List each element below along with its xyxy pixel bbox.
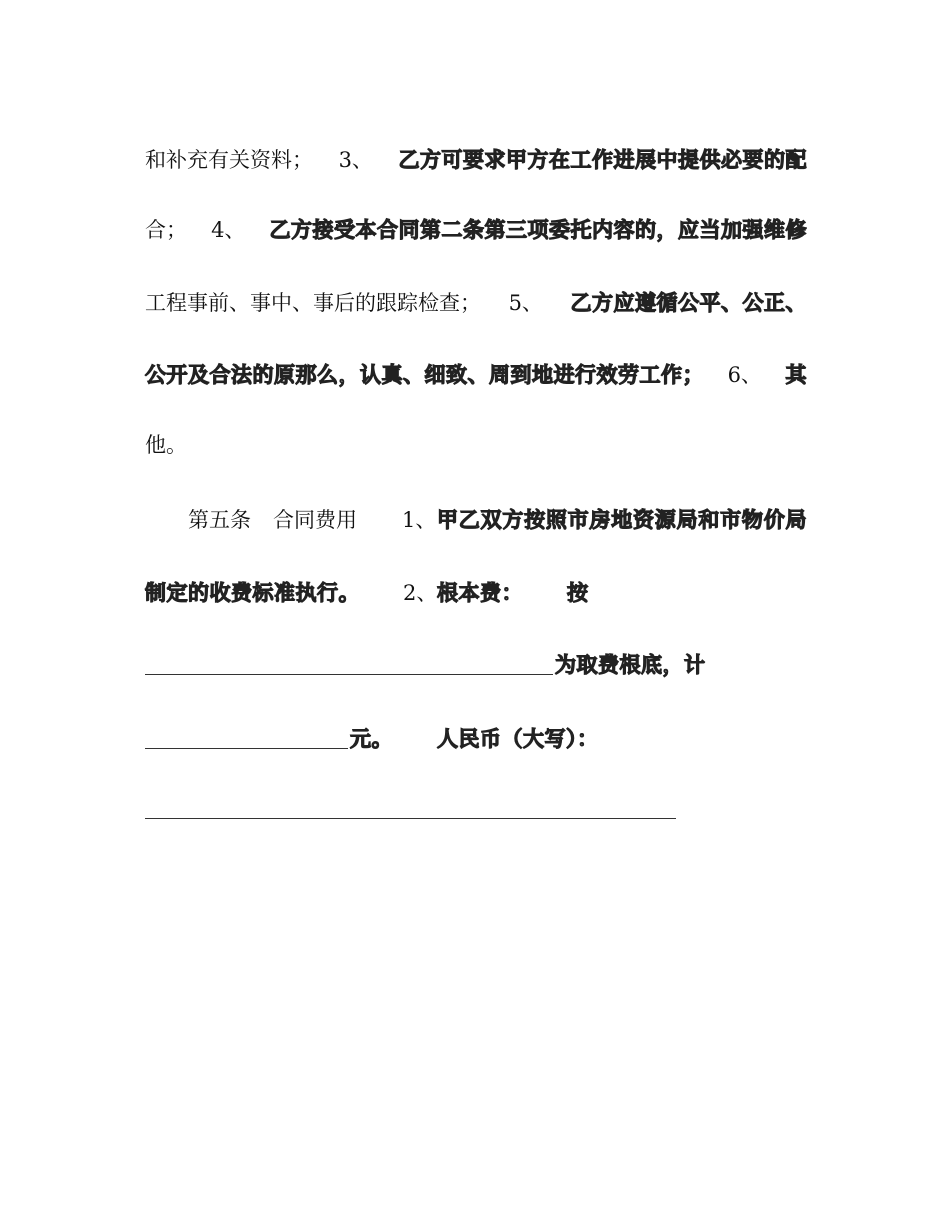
fill-blank-amount[interactable] <box>145 726 348 749</box>
line-6-outlined: 甲乙双方按照市房地资源局和市物价局 <box>437 508 807 532</box>
item-number-2: 2、 <box>403 581 438 605</box>
fill-blank-uppercase[interactable] <box>145 796 676 819</box>
line-7-outlined: 制定的收费标准执行。 <box>145 581 360 605</box>
text-line-2 <box>145 215 807 245</box>
line-2-plain: 合； <box>145 218 187 242</box>
text-line-8 <box>145 650 807 680</box>
item-number-5: 5、 <box>508 291 543 315</box>
line-2-outlined: 乙方接受本合同第二条第三项委托内容的，应当加强维修 <box>269 218 807 242</box>
line-3-outlined: 乙方应遵循公平、公正、 <box>570 291 807 315</box>
base-fee-label: 根本费： <box>437 581 523 605</box>
line-4-outlined-end: 其 <box>785 363 807 387</box>
text-line-4 <box>145 360 807 390</box>
fill-blank-basis[interactable] <box>145 652 553 675</box>
rmb-uppercase-label: 人民币（大写）： <box>437 727 599 751</box>
yuan-label: 元。 <box>350 727 393 751</box>
item-number-1: 1、 <box>402 508 437 532</box>
line-5-plain: 他。 <box>145 433 187 457</box>
text-line-10 <box>145 794 807 824</box>
line-8-outlined: 为取费根底，计 <box>555 653 706 677</box>
text-line-5 <box>145 430 807 460</box>
text-line-7 <box>145 578 807 608</box>
text-line-9 <box>145 724 807 754</box>
text-line-3 <box>145 288 807 318</box>
according-to-label: 按 <box>567 581 589 605</box>
item-number-3: 3、 <box>338 148 373 172</box>
article-title: 合同费用 <box>273 508 357 532</box>
item-number-6: 6、 <box>727 363 762 387</box>
article-heading: 第五条 <box>188 508 251 532</box>
line-1-plain: 和补充有关资料； <box>145 148 313 172</box>
item-number-4: 4、 <box>211 218 246 242</box>
line-4-outlined: 公开及合法的原那么，认真、细致、周到地进行效劳工作； <box>145 363 704 387</box>
text-line-1 <box>145 145 807 175</box>
line-1-outlined: 乙方可要求甲方在工作进展中提供必要的配 <box>398 148 807 172</box>
line-3-plain: 工程事前、事中、事后的跟踪检查； <box>145 291 481 315</box>
text-line-6 <box>145 505 807 535</box>
